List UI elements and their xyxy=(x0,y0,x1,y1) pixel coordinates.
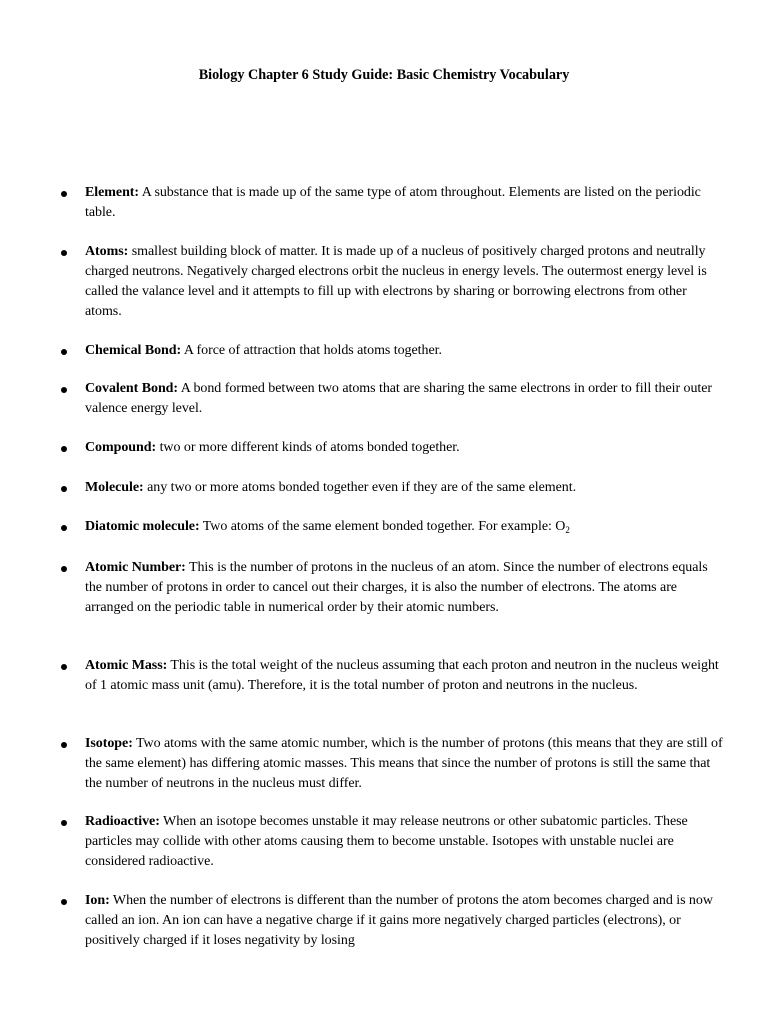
bullet-icon xyxy=(61,387,67,393)
vocab-term: Compound: xyxy=(85,440,157,455)
bullet-icon xyxy=(61,525,67,531)
subscript-text: 2 xyxy=(565,525,570,535)
bullet-icon xyxy=(61,250,67,256)
vocab-definition: This is the number of protons in the nucleus of an atom. Since the number of electrons equals the number of protons in order to cancel out their charges, it is also the number of electrons. The atoms are arranged on the periodic table in numerical order by their atomic numbers. xyxy=(85,560,708,615)
vocab-entry-element xyxy=(85,183,725,223)
vocab-term: Atomic Number: xyxy=(85,560,186,575)
vocab-definition: This is the total weight of the nucleus assuming that each proton and neutron in the nucleus weight of 1 atomic mass unit (amu). Therefore, it is the total number of proton and neutrons in the nucleus. xyxy=(85,658,719,693)
vocab-definition: any two or more atoms bonded together even if they are of the same element. xyxy=(143,480,577,495)
vocab-entry-compound xyxy=(85,438,725,458)
vocab-entry-atomic-mass xyxy=(85,656,725,696)
vocab-entry-diatomic-molecule xyxy=(85,517,725,537)
vocab-entry-atomic-number xyxy=(85,558,725,618)
bullet-icon xyxy=(61,742,67,748)
vocab-entry-atoms xyxy=(85,242,725,322)
bullet-icon xyxy=(61,349,67,355)
vocab-definition: two or more different kinds of atoms bonded together. xyxy=(156,440,460,455)
vocab-term: Molecule: xyxy=(85,480,144,495)
bullet-icon xyxy=(61,191,67,197)
vocab-entry-isotope xyxy=(85,734,725,794)
bullet-icon xyxy=(61,899,67,905)
vocab-definition: When an isotope becomes unstable it may release neutrons or other subatomic particles. These particles may collide with other atoms causing them to become unstable. Isotopes with unstable nuclei are considered radioactive. xyxy=(85,814,688,869)
page-title: Biology Chapter 6 Study Guide: Basic Chemistry Vocabulary xyxy=(198,67,570,83)
vocab-term: Isotope: xyxy=(85,736,133,751)
vocab-definition: A substance that is made up of the same type of atom throughout. Elements are listed on the periodic table. xyxy=(85,185,701,220)
vocab-entry-radioactive xyxy=(85,812,725,872)
bullet-icon xyxy=(61,446,67,452)
vocab-definition: A bond formed between two atoms that are sharing the same electrons in order to fill their outer valence energy level. xyxy=(85,381,713,416)
vocab-entry-chemical-bond xyxy=(85,341,725,361)
vocab-term: Diatomic molecule: xyxy=(85,519,200,534)
bullet-icon xyxy=(61,820,67,826)
vocab-entry-ion xyxy=(85,891,725,951)
vocab-term: Chemical Bond: xyxy=(85,343,182,358)
vocab-term: Atoms: xyxy=(85,244,129,259)
vocab-definition: A force of attraction that holds atoms together. xyxy=(181,343,442,358)
vocab-entry-molecule xyxy=(85,478,725,498)
bullet-icon xyxy=(61,486,67,492)
vocab-definition: Two atoms with the same atomic number, which is the number of protons (this means that they are still of the same element) has differing atomic masses. This means that since the number of protons is still the same that the number of neutrons in the nucleus must differ. xyxy=(85,736,723,791)
vocab-term: Atomic Mass: xyxy=(85,658,168,673)
bullet-icon xyxy=(61,566,67,572)
vocab-definition: smallest building block of matter. It is made up of a nucleus of positively charged protons and neutrally charged neutrons. Negatively charged electrons orbit the nucleus in energy levels. The outermost energy level is called the valance level and it attempts to fill up with electrons by sharing or borrowing electrons from other atoms. xyxy=(85,244,707,319)
vocab-definition: When the number of electrons is different than the number of protons the atom becomes charged and is now called an ion. An ion can have a negative charge if it gains more negatively charged particles (electrons), or positively charged if it loses negativity by losing xyxy=(85,893,713,948)
vocab-entry-covalent-bond xyxy=(85,379,725,419)
vocab-definition: Two atoms of the same element bonded together. For example: O xyxy=(199,519,566,534)
bullet-icon xyxy=(61,664,67,670)
vocab-term: Ion: xyxy=(85,893,110,908)
vocab-term: Covalent Bond: xyxy=(85,381,179,396)
vocab-term: Radioactive: xyxy=(85,814,160,829)
vocab-term: Element: xyxy=(85,185,140,200)
